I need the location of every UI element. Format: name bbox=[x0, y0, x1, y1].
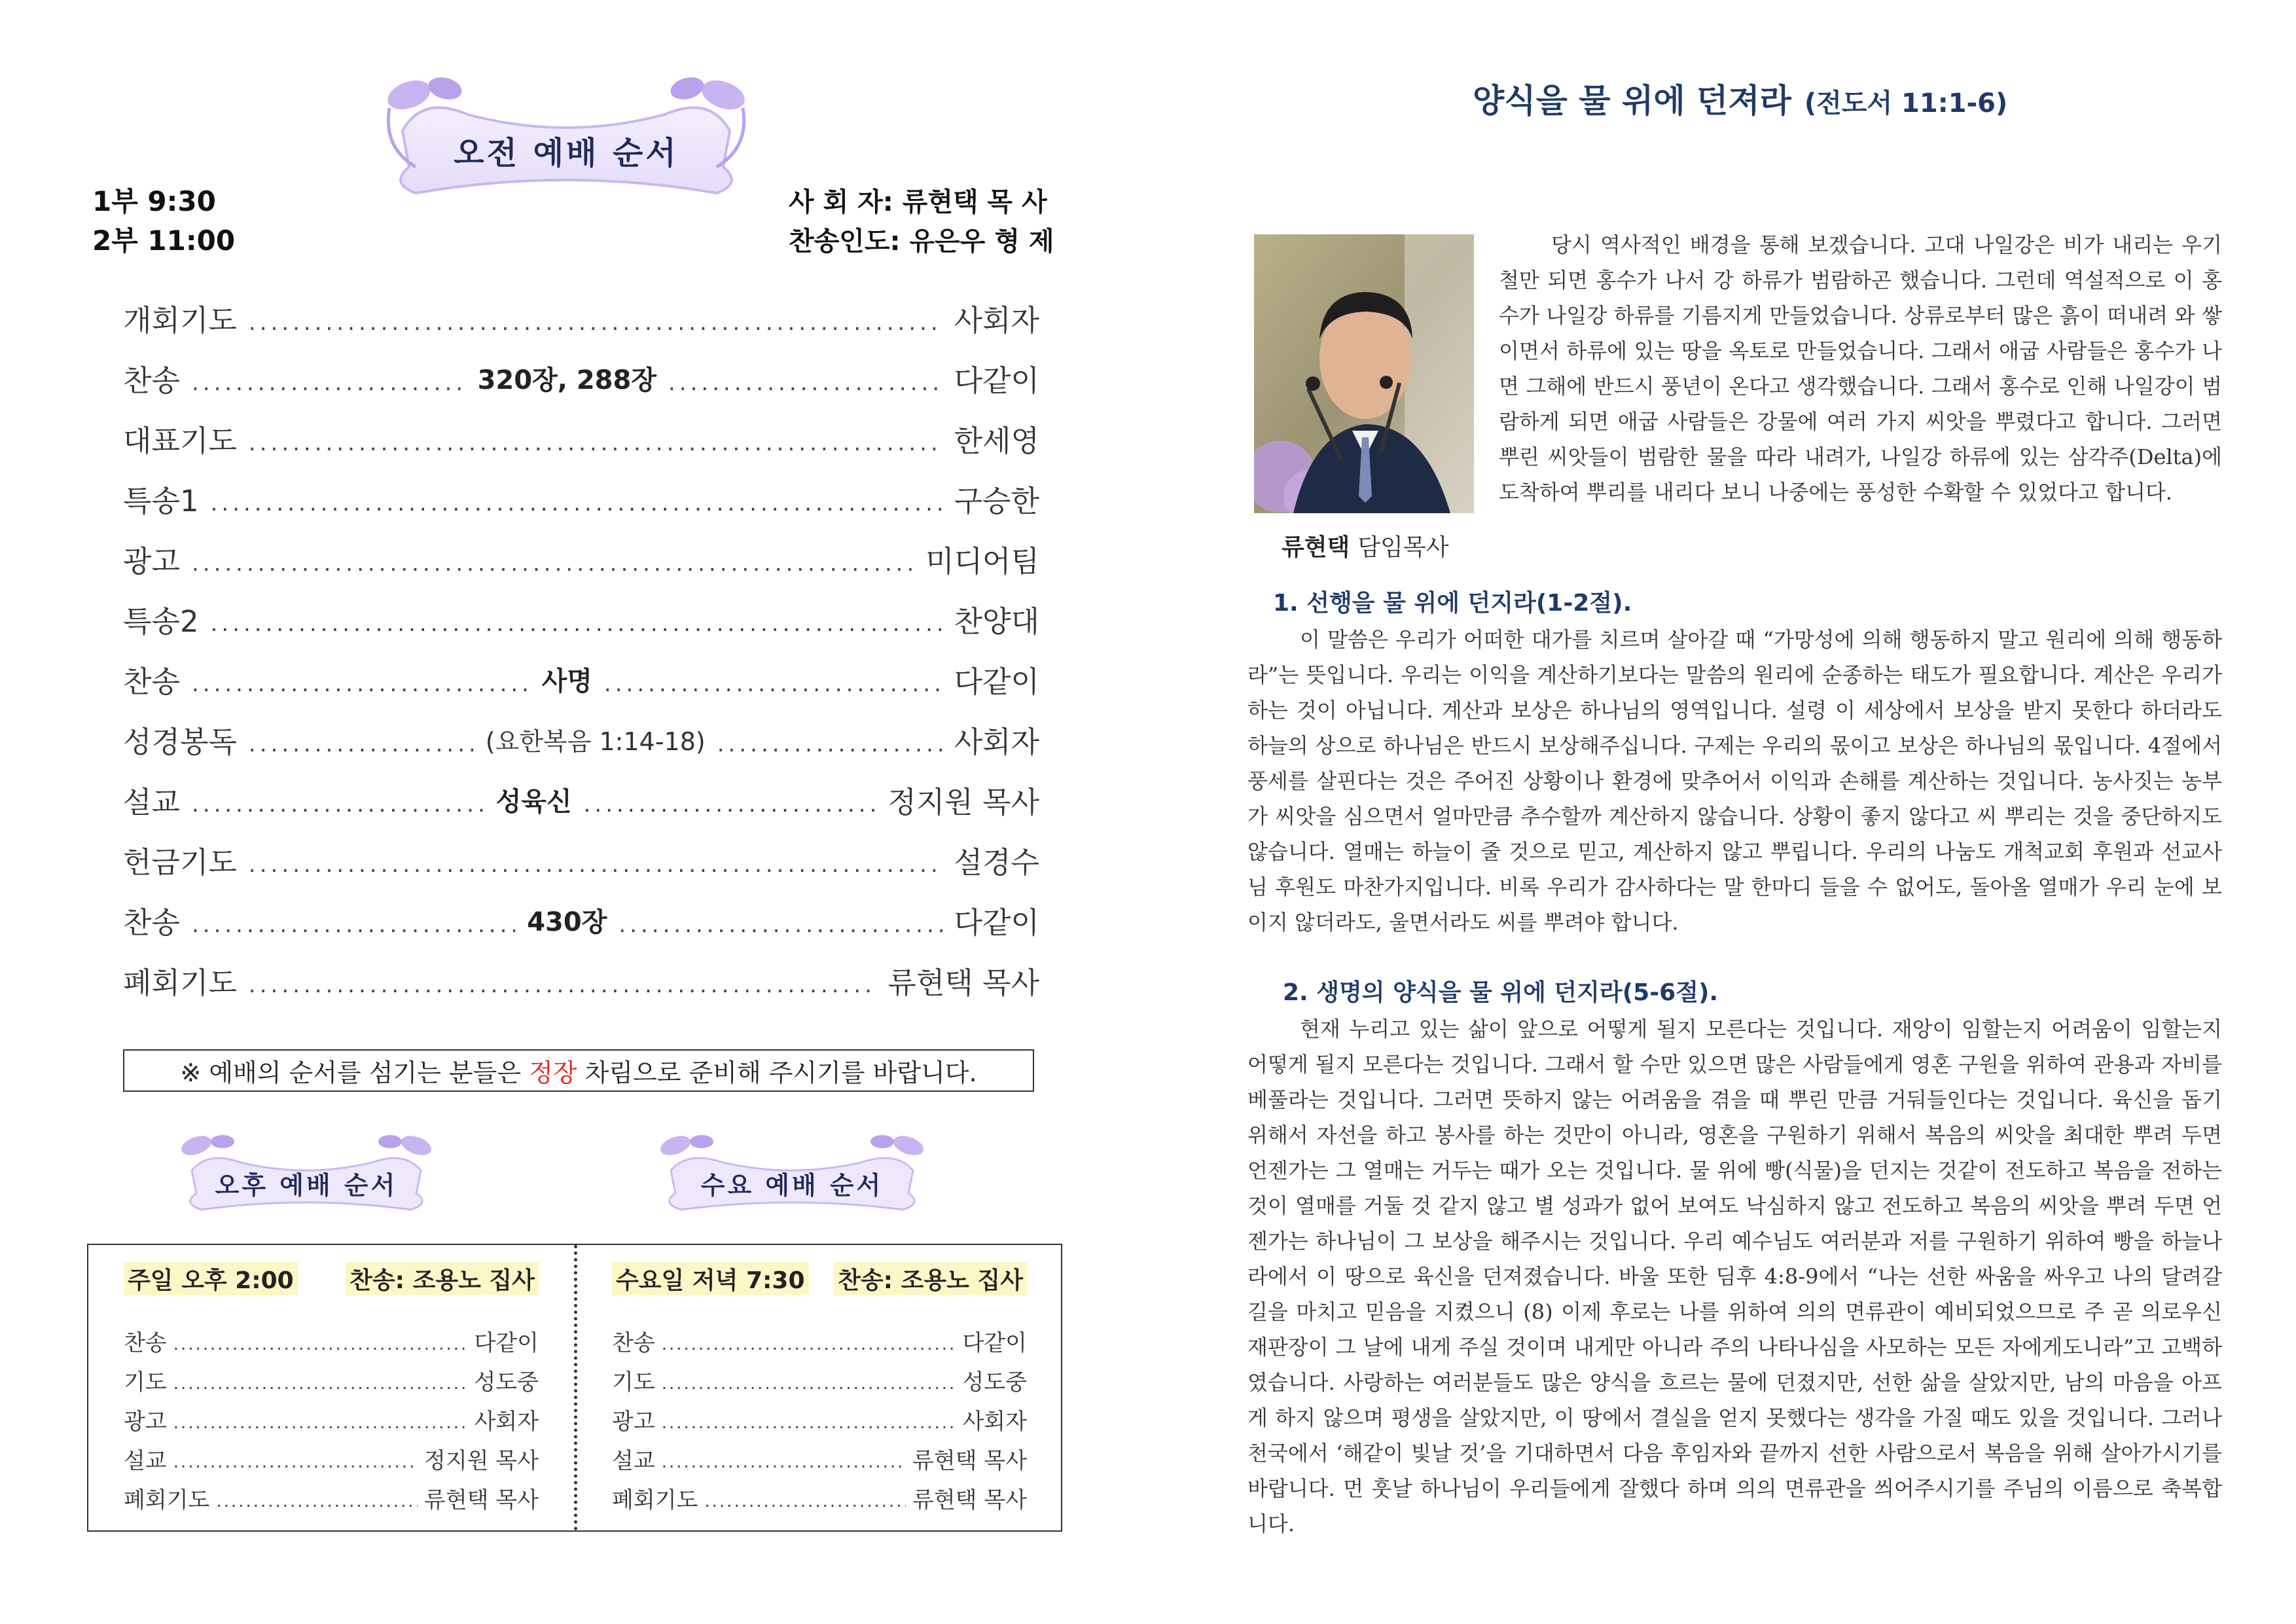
order-detail: 성육신 bbox=[495, 786, 572, 817]
row-label: 찬송 bbox=[612, 1329, 655, 1356]
row-value: 다같이 bbox=[474, 1329, 539, 1356]
service-time: 주일 오후 2:00 bbox=[124, 1262, 298, 1295]
order-row bbox=[123, 535, 1039, 581]
order-row bbox=[123, 837, 1039, 882]
leader-dots bbox=[717, 731, 942, 757]
leader-dots bbox=[173, 1453, 418, 1472]
order-label: 찬송 bbox=[123, 664, 180, 699]
section-heading-1: 1. 선행을 물 위에 던지라(1-2절). bbox=[1273, 590, 1632, 617]
service-leader: 찬송: 조용노 집사 bbox=[834, 1262, 1027, 1295]
morning-title: 오전 예배 순서 bbox=[454, 135, 679, 171]
afternoon-column bbox=[88, 1245, 573, 1530]
order-label: 헌금기도 bbox=[123, 844, 237, 880]
order-row bbox=[123, 776, 1039, 822]
song-leader: 찬송인도: 유은우 형 제 bbox=[789, 226, 1054, 257]
schedule-row bbox=[612, 1481, 1027, 1515]
wednesday-banner bbox=[655, 1131, 929, 1216]
intro-paragraph: 당시 역사적인 배경을 통해 보겠습니다. 고대 나일강은 비가 내리는 우기철만 되면 홍수가 나서 강 하류가 범람하곤 했습니다. 그런데 역설적으로 이 홍수가 나일강 하류를 기름지게 만들었습니다. 상류로부터 많은 흙이 떠내려 와 쌓이면서 하류에 있는 땅을 옥토로 만들었습니다. 그래서 애굽 사람들은 홍수가 나면 그해에 반드시 풍년이 온다고 생각했습니다. 그래서 홍수로 인해 나일강이 범람하게 되면 애굽 사람들은 강물에 여러 가지 씨앗을 뿌렸다고 합니다. 그러면 뿌린 씨앗들이 범람한 물을 따라 내려가, 나일강 하류에 있는 삼각주(Delta)에 도착하여 뿌리를 내리다 보니 나중에는 풍성한 수확할 수 있었다고 합니다. bbox=[1499, 232, 2222, 505]
leader-dots bbox=[211, 490, 942, 516]
row-label: 기도 bbox=[612, 1369, 655, 1396]
row-label: 폐회기도 bbox=[124, 1487, 210, 1513]
order-row bbox=[123, 475, 1039, 521]
leader-dots bbox=[192, 912, 515, 938]
morning-banner bbox=[376, 69, 756, 206]
row-value: 류현택 목사 bbox=[912, 1487, 1027, 1513]
leader-dots bbox=[604, 671, 942, 697]
leader-dots bbox=[192, 671, 530, 697]
leader-dots bbox=[173, 1335, 468, 1354]
order-label: 특송2 bbox=[123, 604, 199, 639]
schedule-row bbox=[124, 1481, 539, 1515]
order-row bbox=[123, 716, 1039, 762]
wednesday-title: 수요 예배 순서 bbox=[700, 1171, 884, 1200]
row-label: 폐회기도 bbox=[612, 1487, 698, 1513]
section-heading-2: 2. 생명의 양식을 물 위에 던지라(5-6절). bbox=[1283, 979, 1719, 1006]
order-row bbox=[123, 897, 1039, 943]
leader-dots bbox=[192, 791, 484, 818]
leader-dots bbox=[173, 1413, 468, 1433]
row-label: 설교 bbox=[612, 1447, 655, 1474]
row-label: 광고 bbox=[124, 1408, 167, 1435]
afternoon-banner bbox=[175, 1131, 437, 1216]
pastor-role: 담임목사 bbox=[1357, 534, 1449, 561]
wednesday-column bbox=[577, 1245, 1061, 1530]
order-detail: (요한복음 1:14-18) bbox=[485, 727, 706, 756]
leader-dots bbox=[211, 611, 942, 637]
order-label: 찬송 bbox=[123, 363, 180, 398]
leader-dots bbox=[249, 852, 942, 878]
leader-dots bbox=[249, 430, 942, 456]
leader-dots bbox=[192, 550, 914, 577]
leader-dots bbox=[216, 1492, 418, 1511]
row-value: 성도중 bbox=[962, 1369, 1027, 1396]
leader-dots bbox=[249, 972, 876, 998]
pastor-photo bbox=[1254, 234, 1474, 513]
notice-highlight: 정장 bbox=[529, 1058, 577, 1087]
order-row bbox=[123, 355, 1039, 401]
sermon-title-text: 양식을 물 위에 던져라 bbox=[1473, 82, 1791, 120]
leader-dots bbox=[662, 1335, 956, 1354]
order-value: 류현택 목사 bbox=[888, 965, 1039, 1000]
presider: 사 회 자: 류현택 목 사 bbox=[789, 187, 1047, 217]
order-value: 다같이 bbox=[954, 363, 1039, 398]
order-value: 구승한 bbox=[954, 483, 1039, 518]
service-time: 수요일 저녁 7:30 bbox=[612, 1262, 809, 1295]
row-value: 류현택 목사 bbox=[912, 1447, 1027, 1474]
order-value: 다같이 bbox=[954, 664, 1039, 699]
order-detail: 사명 bbox=[541, 666, 592, 696]
row-value: 사회자 bbox=[474, 1408, 539, 1435]
order-value: 사회자 bbox=[954, 302, 1039, 338]
schedule-row bbox=[124, 1402, 539, 1436]
leader-dots bbox=[662, 1413, 956, 1433]
order-detail: 430장 bbox=[527, 907, 607, 937]
pastor-caption bbox=[1282, 529, 1448, 562]
leader-dots bbox=[662, 1374, 956, 1394]
session-2-time: 2부 11:00 bbox=[92, 225, 236, 257]
dress-code-notice bbox=[123, 1049, 1034, 1092]
order-value: 사회자 bbox=[954, 724, 1039, 759]
afternoon-title: 오후 예배 순서 bbox=[215, 1171, 398, 1200]
order-label: 개회기도 bbox=[123, 302, 237, 338]
order-value: 한세영 bbox=[954, 423, 1039, 458]
order-label: 성경봉독 bbox=[123, 724, 237, 759]
order-value: 다같이 bbox=[954, 905, 1040, 940]
leader-dots bbox=[704, 1492, 906, 1511]
scripture-reference: (전도서 11:1-6) bbox=[1804, 88, 2008, 118]
order-label: 찬송 bbox=[123, 905, 180, 940]
notice-text: ※ 예배의 순서를 섬기는 분들은 bbox=[180, 1058, 529, 1087]
order-value: 설경수 bbox=[954, 844, 1039, 880]
session-1-time: 1부 9:30 bbox=[92, 185, 216, 217]
row-value: 사회자 bbox=[962, 1408, 1027, 1435]
row-value: 정지원 목사 bbox=[423, 1447, 539, 1474]
order-row bbox=[123, 957, 1039, 1003]
order-detail: 320장, 288장 bbox=[477, 365, 656, 395]
schedule-row bbox=[612, 1402, 1027, 1436]
order-label: 대표기도 bbox=[123, 423, 237, 458]
order-value: 찬양대 bbox=[954, 604, 1039, 639]
row-value: 다같이 bbox=[962, 1329, 1027, 1356]
notice-text: 차림으로 준비해 주시기를 바랍니다. bbox=[577, 1058, 977, 1087]
row-label: 광고 bbox=[612, 1408, 655, 1435]
row-label: 설교 bbox=[124, 1447, 167, 1474]
schedule-row bbox=[124, 1363, 539, 1397]
leader-dots bbox=[584, 791, 876, 818]
column-header bbox=[124, 1261, 539, 1296]
order-value: 미디어팀 bbox=[925, 543, 1039, 579]
section-1-paragraph: 이 말씀은 우리가 어떠한 대가를 치르며 살아갈 때 “가망성에 의해 행동하지 말고 원리에 의해 행동하라”는 뜻입니다. 우리는 이익을 계산하기보다는 말씀의 원리에 순종하는 태도가 필요합니다. 계산은 우리가 하는 것이 아닙니다. 계산과 보상은 하나님의 영역입니다. 설령 이 세상에서 보상을 받지 못한다 하더라도 하늘의 상으로 하나님은 반드시 보상해주십니다. 구제는 우리의 몫이고 보상은 하나님의 몫입니다. 4절에서 풍세를 살핀다는 것은 주어진 상황이나 환경에 맞추어서 이익과 손해를 계산하는 것입니다. 농사짓는 농부가 씨앗을 심으면서 얼마만큼 추수할까 계산하지 않습니다. 상황이 좋지 않다고 씨 뿌리는 것을 중단하지도 않습니다. 열매는 하늘이 줄 것으로 믿고, 계산하지 않고 뿌립니다. 우리의 나눔도 개척교회 후원과 선교사님 후원도 마찬가지입니다. 비록 우리가 감사하다는 말 한마디 들을 수 없어도, 돌아올 열매가 우리 눈에 보이지 않더라도, 울면서라도 씨를 뿌려야 합니다. bbox=[1247, 627, 2223, 935]
order-label: 폐회기도 bbox=[123, 965, 237, 1000]
order-value: 정지원 목사 bbox=[888, 784, 1039, 820]
leader-dots bbox=[668, 370, 942, 396]
row-value: 류현택 목사 bbox=[423, 1487, 539, 1513]
service-schedule-box bbox=[87, 1244, 1062, 1532]
leader-dots bbox=[192, 370, 466, 396]
order-row bbox=[123, 656, 1039, 702]
column-header bbox=[612, 1261, 1027, 1296]
leader-dots bbox=[249, 310, 942, 336]
order-row bbox=[123, 415, 1039, 461]
pastor-name: 류현택 bbox=[1282, 534, 1350, 561]
leader-dots bbox=[249, 731, 474, 757]
row-value: 성도중 bbox=[474, 1369, 539, 1396]
schedule-row bbox=[124, 1324, 539, 1358]
leader-dots bbox=[173, 1374, 468, 1394]
order-row bbox=[123, 596, 1039, 641]
order-label: 광고 bbox=[123, 543, 180, 579]
leader-dots bbox=[619, 912, 942, 938]
section-2-paragraph: 현재 누리고 있는 삶이 앞으로 어떻게 될지 모른다는 것입니다. 재앙이 임할는지 어려움이 임할는지 어떻게 될지 모른다는 것입니다. 그래서 할 수만 있으면 많은 사람들에게 영혼 구원을 위하여 관용과 자비를 베풀라는 것입니다. 그러면 뜻하지 않는 어려움을 겪을 때 뿌린 만큼 거둬들인다는 것입니다. 육신을 돕기 위해서 자선을 하고 봉사를 하는 것만이 아니라, 영혼을 구원하기 위해서 복음의 씨앗을 최대한 뿌려 두면 언젠가는 그 열매는 거두는 때가 오는 것입니다. 물 위에 빵(식물)을 던지는 것같이 전도하고 복음을 전하는 것이 열매를 거둘 것 같지 않고 별 성과가 없어 보여도 낙심하지 않고 전도하고 복음의 씨앗을 뿌려 두면 언젠가는 하나님이 그 보상을 해주시는 것입니다. 우리 예수님도 여러분과 저를 구원하기 위하여 빵을 하늘나라에서 이 땅으로 육신을 던져졌습니다. 바울 또한 딤후 4:8-9에서 “나는 선한 싸움을 싸우고 나의 달려갈 길을 마치고 믿음을 지켰으니 (8) 이제 후로는 나를 위하여 의의 면류관이 예비되었으므로 주 곧 의로우신 재판장이 그 날에 내게 주실 것이며 내게만 아니라 주의 나타나심을 사모하는 모든 자에게도니라”고 고백하였습니다. 사랑하는 여러분들도 많은 양식을 흐르는 물에 던졌지만, 선한 삶을 살았지만, 남의 마음을 아프게 하지 않으며 평생을 살았지만, 이 땅에서 결실을 얻지 못했다는 생각을 가질 때도 있을 것입니다. 그러나 천국에서 ‘해같이 빛날 것’을 기대하면서 다음 후임자와 끝까지 선한 사람으로서 복음을 위해 살아가시기를 바랍니다. 먼 훗날 하나님이 우리들에게 잘했다 하며 의의 면류관을 씌어주시기를 주님의 이름으로 축복합니다. bbox=[1247, 1017, 2223, 1536]
service-leader: 찬송: 조용노 집사 bbox=[346, 1262, 539, 1295]
order-label: 설교 bbox=[123, 784, 180, 820]
row-label: 찬송 bbox=[124, 1329, 167, 1356]
sermon-title bbox=[1473, 75, 2007, 122]
row-label: 기도 bbox=[124, 1369, 167, 1396]
schedule-row bbox=[612, 1363, 1027, 1397]
schedule-row bbox=[124, 1441, 539, 1475]
order-row bbox=[123, 295, 1039, 340]
leader-dots bbox=[662, 1453, 906, 1472]
order-label: 특송1 bbox=[123, 483, 199, 518]
schedule-row bbox=[612, 1324, 1027, 1358]
schedule-row bbox=[612, 1441, 1027, 1475]
